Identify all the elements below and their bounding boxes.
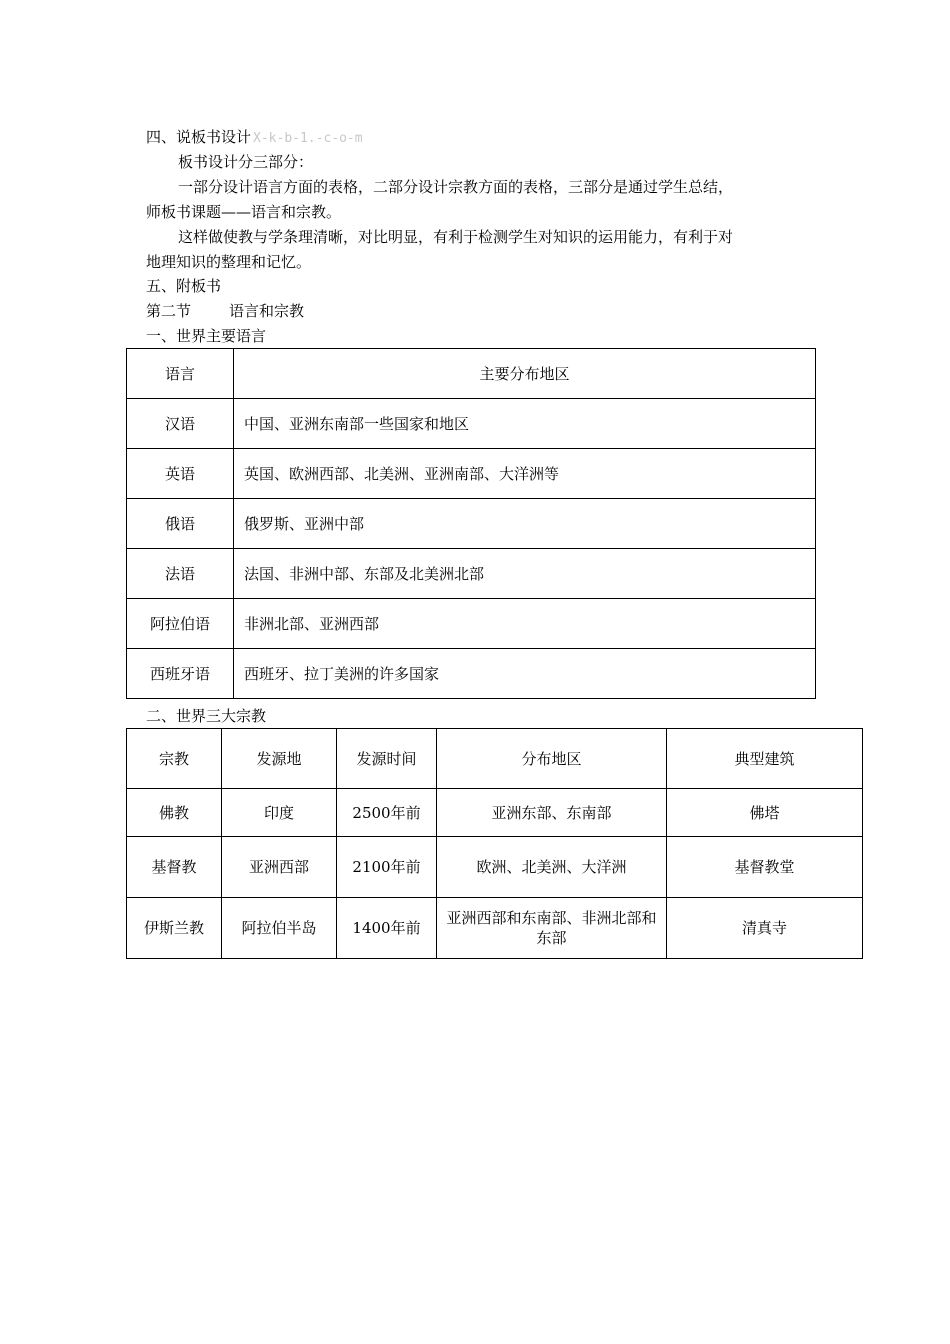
header-cell-language: 语言 (127, 349, 234, 399)
header-cell-architecture: 典型建筑 (667, 729, 863, 789)
lesson-number: 第二节 (146, 302, 192, 320)
table-row (127, 549, 816, 599)
section4-para1-line1: 一部分设计语言方面的表格，二部分设计宗教方面的表格，三部分是通过学生总结， (178, 178, 734, 196)
section5-heading: 五、附板书 (146, 277, 222, 295)
cell-origin: 亚洲西部 (222, 837, 337, 898)
table-row (127, 789, 863, 837)
table-row (127, 837, 863, 898)
lesson-title-line (146, 301, 304, 321)
cell-architecture: 清真寺 (667, 898, 863, 959)
cell-region: 俄罗斯、亚洲中部 (234, 499, 816, 549)
table-row (127, 898, 863, 959)
cell-region: 英国、欧洲西部、北美洲、亚洲南部、大洋洲等 (234, 449, 816, 499)
subheading-religions: 二、世界三大宗教 (146, 707, 267, 725)
header-cell-region: 主要分布地区 (234, 349, 816, 399)
table-header-row (127, 349, 816, 399)
table-row (127, 399, 816, 449)
cell-region: 法国、非洲中部、东部及北美洲北部 (234, 549, 816, 599)
cell-origin-time: 1400年前 (337, 898, 437, 959)
section4-heading-line (146, 127, 363, 149)
cell-origin-time: 2100年前 (337, 837, 437, 898)
cell-language: 英语 (127, 449, 234, 499)
lesson-title: 语言和宗教 (229, 302, 305, 320)
cell-region: 西班牙、拉丁美洲的许多国家 (234, 649, 816, 699)
cell-language: 法语 (127, 549, 234, 599)
section4-para2-line2: 地理知识的整理和记忆。 (146, 253, 312, 271)
cell-architecture: 基督教堂 (667, 837, 863, 898)
header-cell-origin-time: 发源时间 (337, 729, 437, 789)
table-row (127, 449, 816, 499)
cell-language: 俄语 (127, 499, 234, 549)
cell-religion: 佛教 (127, 789, 222, 837)
cell-distribution: 亚洲西部和东南部、非洲北部和东部 (437, 898, 667, 959)
cell-language: 阿拉伯语 (127, 599, 234, 649)
header-cell-origin: 发源地 (222, 729, 337, 789)
section4-heading: 四、说板书设计 (146, 128, 252, 146)
watermark-text: X-k-b-1.-c-o-m (253, 131, 363, 146)
section4-para1-line2: 师板书课题——语言和宗教。 (146, 203, 342, 221)
table-row (127, 599, 816, 649)
cell-distribution: 亚洲东部、东南部 (437, 789, 667, 837)
header-cell-distribution: 分布地区 (437, 729, 667, 789)
table-row (127, 499, 816, 549)
cell-region: 中国、亚洲东南部一些国家和地区 (234, 399, 816, 449)
cell-religion: 基督教 (127, 837, 222, 898)
religions-table (126, 728, 863, 959)
cell-language: 西班牙语 (127, 649, 234, 699)
cell-origin-time: 2500年前 (337, 789, 437, 837)
table-header-row (127, 729, 863, 789)
cell-architecture: 佛塔 (667, 789, 863, 837)
subheading-languages: 一、世界主要语言 (146, 327, 267, 345)
table-row (127, 649, 816, 699)
cell-religion: 伊斯兰教 (127, 898, 222, 959)
cell-language: 汉语 (127, 399, 234, 449)
section4-line1: 板书设计分三部分： (178, 153, 314, 171)
section4-para2-line1: 这样做使教与学条理清晰，对比明显，有利于检测学生对知识的运用能力，有利于对 (178, 228, 734, 246)
header-cell-religion: 宗教 (127, 729, 222, 789)
cell-distribution: 欧洲、北美洲、大洋洲 (437, 837, 667, 898)
cell-region: 非洲北部、亚洲西部 (234, 599, 816, 649)
cell-origin: 印度 (222, 789, 337, 837)
cell-origin: 阿拉伯半岛 (222, 898, 337, 959)
languages-table (126, 348, 816, 699)
